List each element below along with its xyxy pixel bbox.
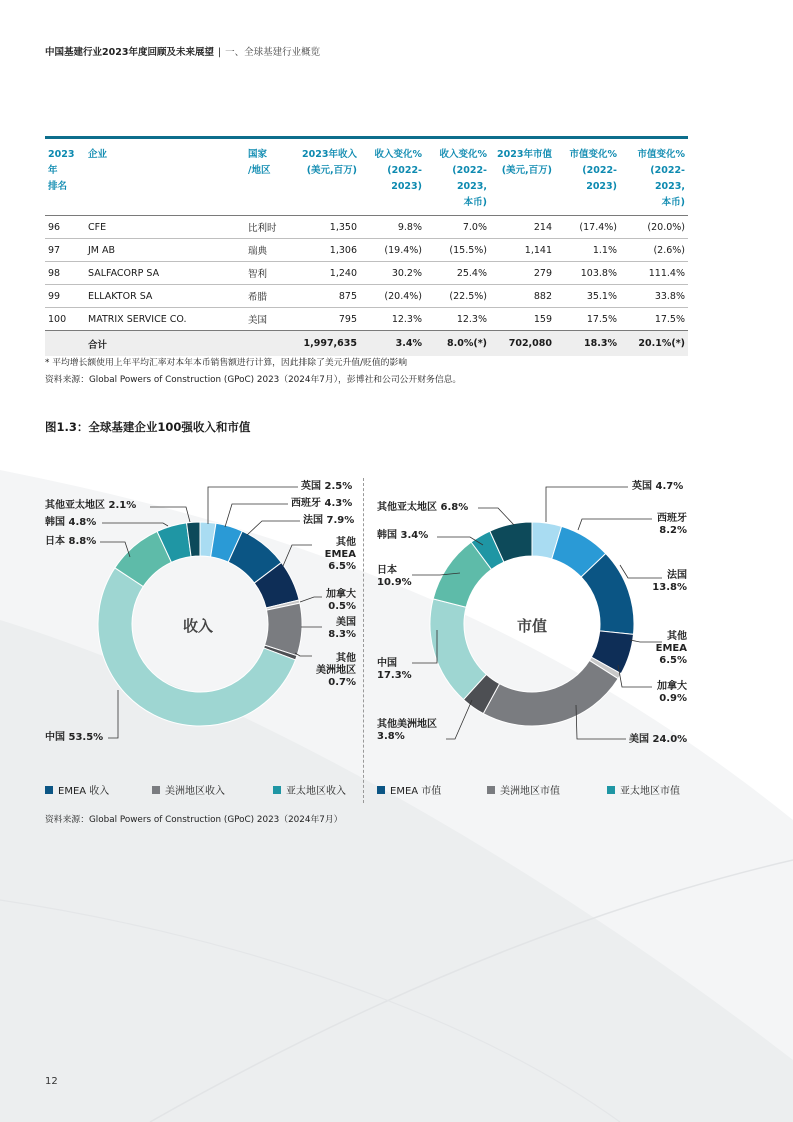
cell-rev-chg: 12.3% [360,308,425,331]
rev-label-usa: 美国 8.3% [328,617,356,640]
cell-mcap-chg: 1.1% [555,239,620,262]
total-revenue: 1,997,635 [295,331,360,357]
cell-revenue: 1,350 [295,216,360,239]
rev-label-china: 中国 53.5% [45,732,104,743]
mcap-label-japan: 日本 10.9% [377,565,412,588]
leader-line [247,521,300,535]
cell-mcap-chg: 17.5% [555,308,620,331]
cell-country: 瑞典 [245,239,295,262]
total-mcap-chg: 18.3% [555,331,620,357]
cell-country: 希腊 [245,285,295,308]
table-row [45,216,688,239]
cell-rev-chg: 30.2% [360,262,425,285]
total-mcap: 702,080 [490,331,555,357]
cell-mcap-chg-local: (2.6%) [620,239,688,262]
legend-swatch [607,786,615,794]
cell-rev-chg: 9.8% [360,216,425,239]
mcap-label-france: 法国 13.8% [652,570,687,593]
header-separator: | [217,47,222,58]
header-mcap: 2023年市值 (美元,百万) [497,149,552,176]
rev-label-other-apac: 其他亚太地区 2.1% [45,500,137,511]
header-rev-chg-local: 收入变化% (2022-2023, 本币) [439,149,487,208]
cell-rev-chg-local: 25.4% [425,262,490,285]
mcap-slice-usa [483,660,618,726]
mcap-label-other-americas: 其他美洲地区 3.8% [377,719,437,742]
header-mcap-chg-local: 市值变化% (2022-2023, 本币) [637,149,685,208]
cell-mcap: 214 [490,216,555,239]
cell-rev-chg-local: (15.5%) [425,239,490,262]
section-title: 一、全球基建行业概览 [225,47,321,58]
total-rev-chg: 3.4% [360,331,425,357]
cell-rev-chg: (19.4%) [360,239,425,262]
cell-rank: 100 [45,308,85,331]
legend-swatch [152,786,160,794]
mcap-label-spain: 西班牙 8.2% [657,513,687,536]
cell-rev-chg-local: 7.0% [425,216,490,239]
cell-mcap-chg: (17.4%) [555,216,620,239]
table-row [45,308,688,331]
chart-divider [363,478,364,803]
rev-label-spain: 西班牙 4.3% [291,498,353,509]
rev-label-korea: 韩国 4.8% [45,517,97,528]
leader-line [102,523,168,526]
cell-company: MATRIX SERVICE CO. [85,308,245,331]
total-mcap-chg-local: 20.1%(*) [620,331,688,357]
table-total-row [45,331,688,357]
cell-company: SALFACORP SA [85,262,245,285]
cell-mcap-chg-local: 111.4% [620,262,688,285]
mcap-label-usa: 美国 24.0% [629,734,688,745]
cell-rev-chg: (20.4%) [360,285,425,308]
leader-line [150,507,190,522]
cell-rank: 96 [45,216,85,239]
legend-swatch [45,786,53,794]
cell-rev-chg-local: 12.3% [425,308,490,331]
table-row [45,239,688,262]
page-header [45,44,320,58]
cell-revenue: 795 [295,308,360,331]
cell-mcap-chg: 103.8% [555,262,620,285]
table-header-row [45,138,688,216]
leader-line [478,508,514,525]
company-table [45,136,688,356]
source-note-1: 资料来源：Global Powers of Construction (GPoC) 2023（2024年7月），彭博社和公司公开财务信息。 [45,375,462,385]
legend-swatch [487,786,495,794]
rev-label-france: 法国 7.9% [303,515,355,526]
cell-mcap: 279 [490,262,555,285]
mcap-center-label: 市值 [517,617,548,635]
rev-label-japan: 日本 8.8% [45,536,97,547]
source-note-2: 资料来源：Global Powers of Construction (GPoC) 2023（2024年7月） [45,815,343,825]
table-row [45,262,688,285]
cell-revenue: 1,306 [295,239,360,262]
rev-label-other-emea: 其他 EMEA 6.5% [324,537,356,572]
cell-rank: 97 [45,239,85,262]
leader-line [546,487,628,522]
legend-swatch [377,786,385,794]
mcap-label-canada: 加拿大 0.9% [657,681,687,704]
rev-label-other-americas: 其他 美洲地区 0.7% [316,653,356,688]
legend-emea-revenue: EMEA 收入 [45,782,109,797]
rev-label-canada: 加拿大 0.5% [326,589,356,612]
mcap-label-china: 中国 17.3% [377,658,412,681]
cell-company: CFE [85,216,245,239]
header-rank: 2023年 排名 [48,149,75,192]
header-company: 企业 [88,149,108,160]
header-revenue: 2023年收入 (美元,百万) [302,149,357,176]
cell-country: 智利 [245,262,295,285]
cell-revenue: 875 [295,285,360,308]
leader-line [283,545,312,566]
cell-rank: 98 [45,262,85,285]
total-empty [245,331,295,357]
doc-title: 中国基建行业2023年度回顾及未来展望 [45,47,214,58]
footnote: * 平均增长额使用上年平均汇率对本年本币销售额进行计算，因此排除了美元升值/贬值的影响 [45,358,408,368]
cell-country: 比利时 [245,216,295,239]
revenue-center-label: 收入 [183,617,214,635]
cell-revenue: 1,240 [295,262,360,285]
cell-mcap-chg-local: 33.8% [620,285,688,308]
page-number: 12 [45,1076,58,1087]
leader-line [225,504,288,527]
cell-company: ELLAKTOR SA [85,285,245,308]
legend-emea-mcap: EMEA 市值 [377,782,441,797]
legend-americas-revenue: 美洲地区收入 [152,782,225,797]
mcap-label-other-emea: 其他 EMEA 6.5% [655,631,687,666]
table-row [45,285,688,308]
header-country: 国家 /地区 [248,149,271,176]
header-mcap-chg: 市值变化% (2022-2023) [569,149,617,192]
rev-label-uk: 英国 2.5% [301,481,353,492]
cell-mcap-chg-local: (20.0%) [620,216,688,239]
cell-mcap: 882 [490,285,555,308]
cell-mcap-chg: 35.1% [555,285,620,308]
cell-mcap-chg-local: 17.5% [620,308,688,331]
total-rev-chg-local: 8.0%(*) [425,331,490,357]
legend-apac-revenue: 亚太地区收入 [273,782,346,797]
leader-line [208,487,298,524]
leader-line [446,700,472,739]
legend-americas-mcap: 美洲地区市值 [487,782,560,797]
legend-swatch [273,786,281,794]
mcap-label-uk: 英国 4.7% [632,481,684,492]
total-empty [45,331,85,357]
cell-rev-chg-local: (22.5%) [425,285,490,308]
cell-mcap: 159 [490,308,555,331]
figure-title: 图1.3：全球基建企业100强收入和市值 [45,420,251,434]
cell-rank: 99 [45,285,85,308]
mcap-label-other-apac: 其他亚太地区 6.8% [377,502,469,513]
total-label: 合计 [85,331,245,357]
leader-line [108,690,118,738]
header-rev-chg: 收入变化% (2022-2023) [374,149,422,192]
cell-country: 美国 [245,308,295,331]
cell-company: JM AB [85,239,245,262]
legend-apac-mcap: 亚太地区市值 [607,782,680,797]
mcap-label-korea: 韩国 3.4% [377,530,429,541]
cell-mcap: 1,141 [490,239,555,262]
